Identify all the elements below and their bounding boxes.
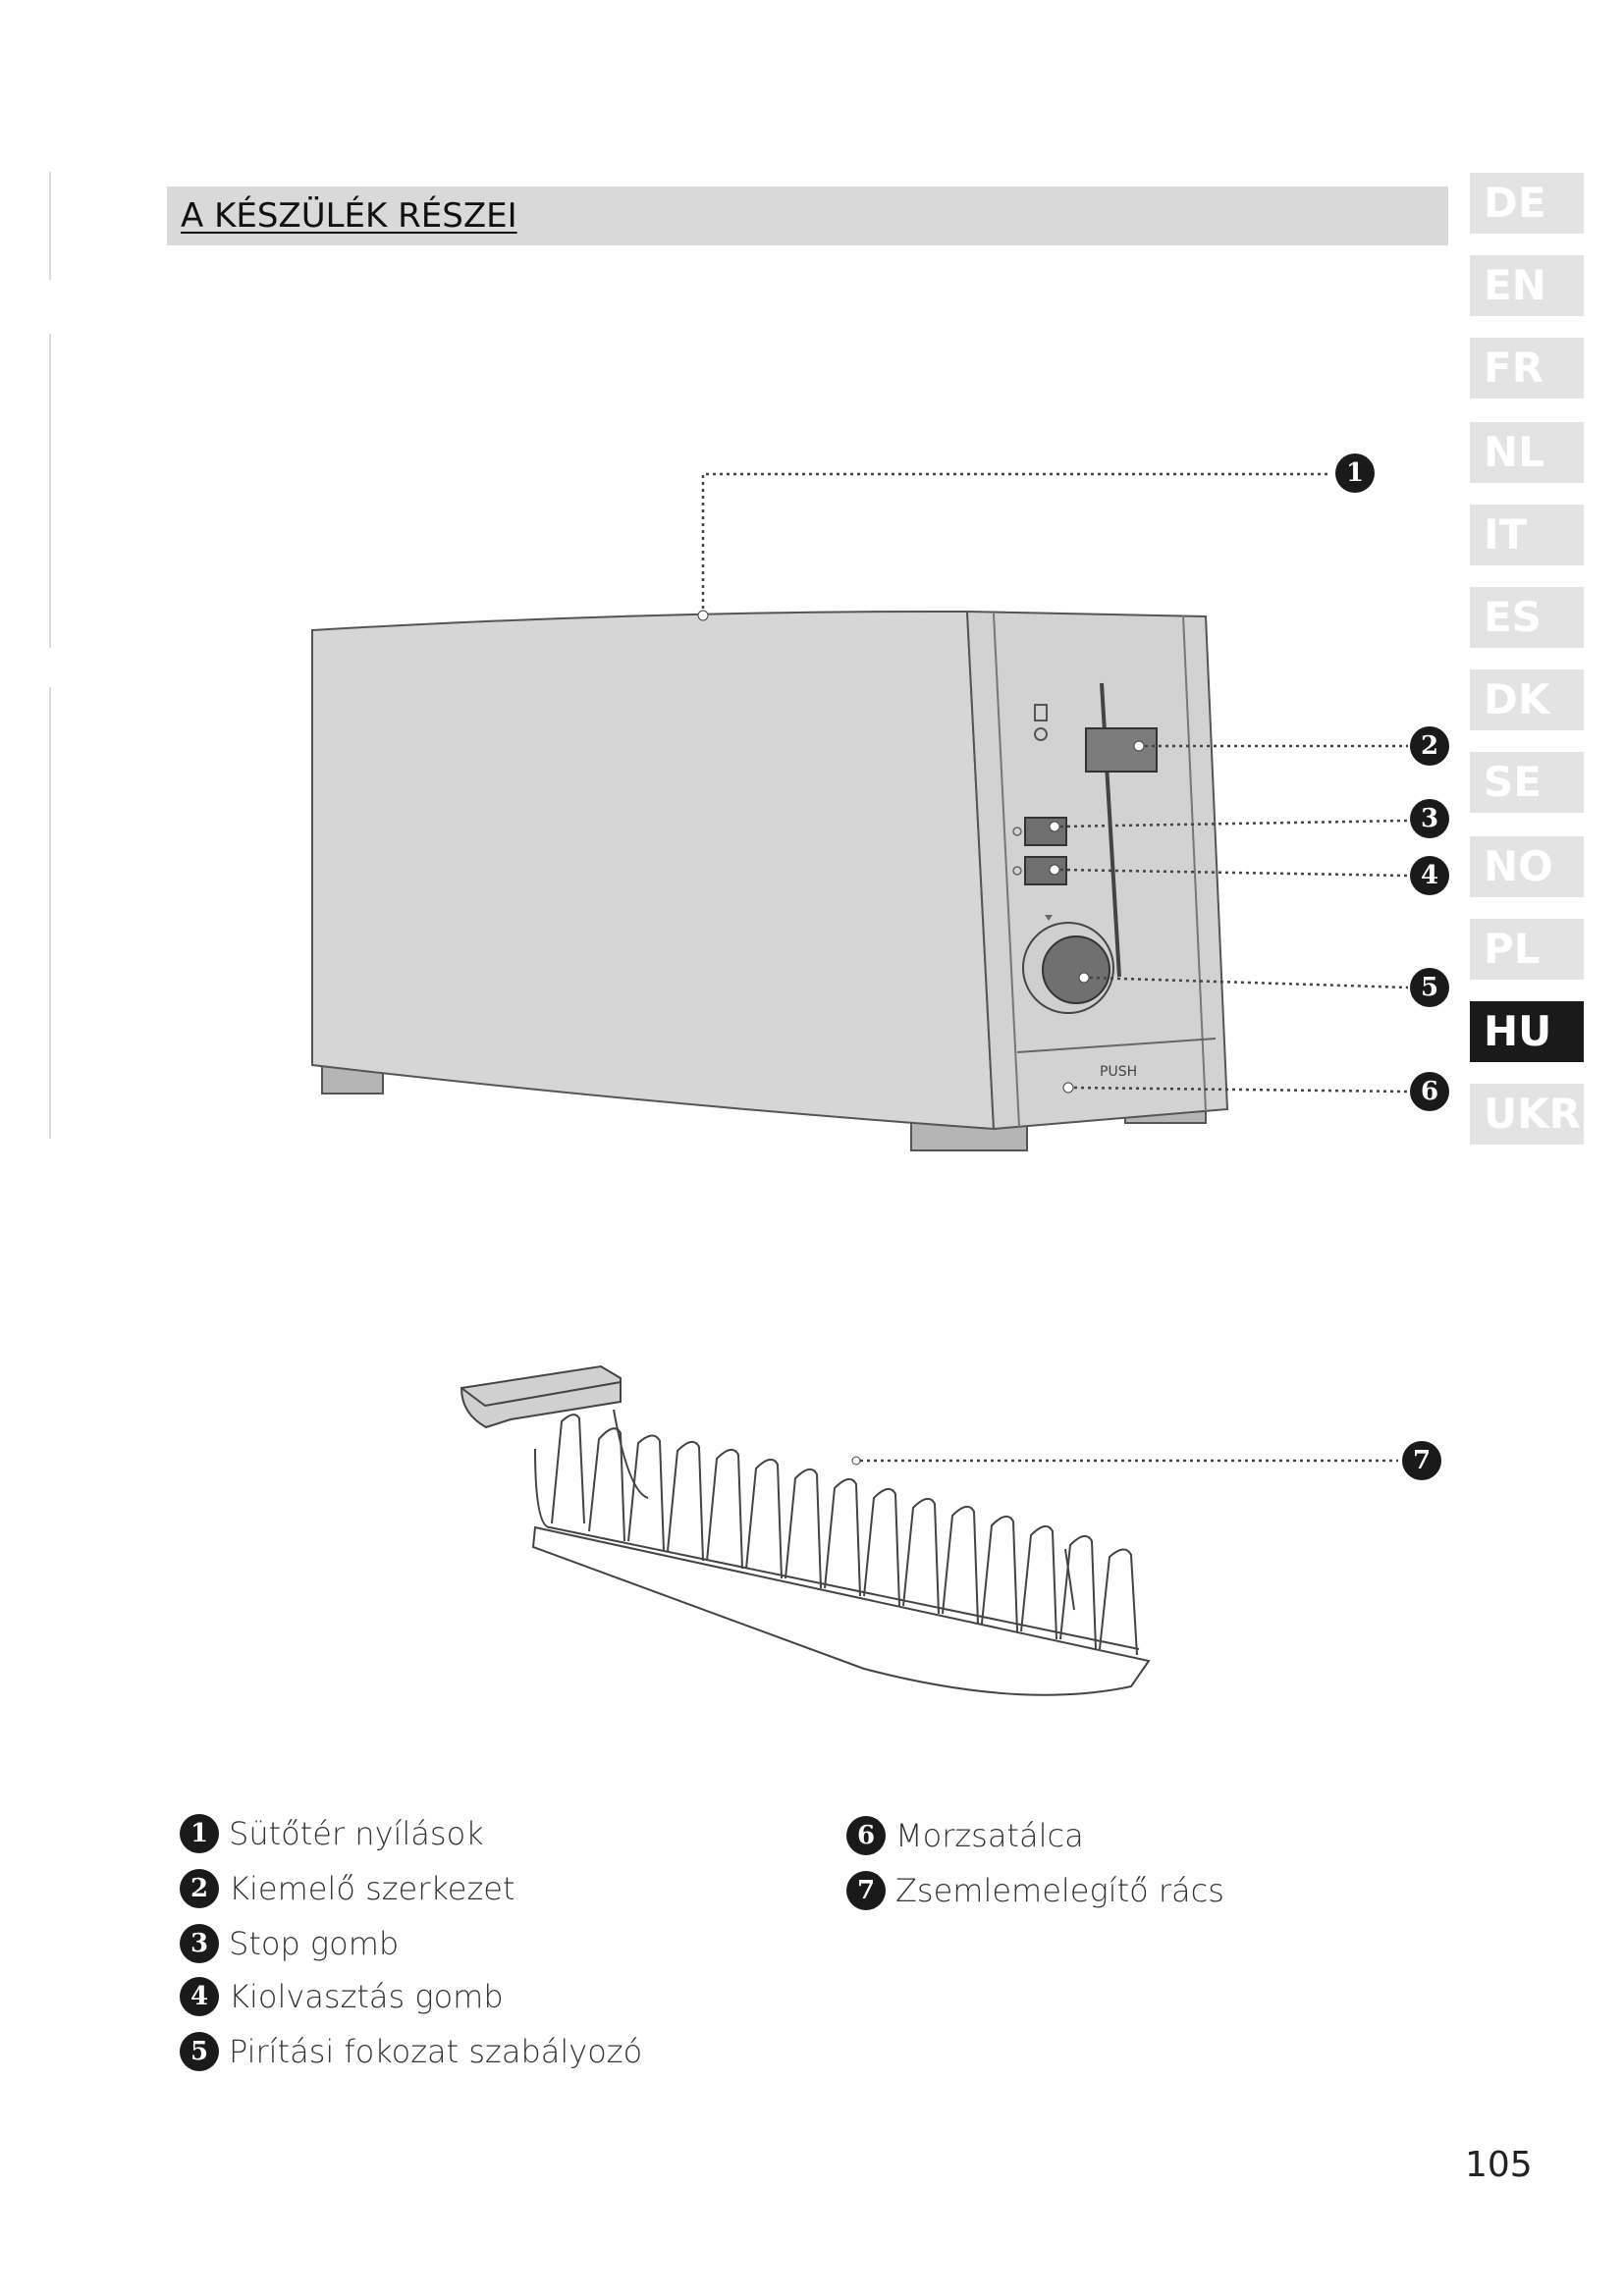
lang-tab-ukr[interactable]: UKR — [1470, 1084, 1584, 1145]
legend-item — [180, 1975, 504, 2018]
legend-item — [180, 1867, 514, 1910]
legend-label: Morzsatálca — [895, 1817, 1084, 1854]
lang-tab-nl[interactable]: NL — [1470, 422, 1584, 483]
bun-rack — [461, 1366, 1149, 1695]
section-title: A KÉSZÜLÉK RÉSZEI — [181, 196, 517, 236]
lang-tab-es[interactable]: ES — [1470, 587, 1584, 648]
legend-item — [846, 1869, 1224, 1912]
callout-2: 2 — [1410, 726, 1449, 766]
legend-number: 4 — [180, 1977, 219, 2016]
legend-label: Sütőtér nyílások — [229, 1815, 484, 1852]
legend-item — [180, 2030, 642, 2073]
legend-item — [846, 1814, 1084, 1857]
defrost-button — [1025, 857, 1066, 884]
legend-number: 7 — [846, 1871, 886, 1910]
lang-tab-hu[interactable]: HU — [1470, 1001, 1584, 1062]
lang-tab-it[interactable]: IT — [1470, 505, 1584, 565]
toaster-body — [312, 612, 994, 1129]
lang-tab-dk[interactable]: DK — [1470, 669, 1584, 730]
lang-tab-pl[interactable]: PL — [1470, 919, 1584, 980]
legend-number: 1 — [180, 1814, 219, 1853]
legend-label: Stop gomb — [229, 1925, 400, 1962]
callout-4: 4 — [1410, 856, 1449, 895]
callout-6: 6 — [1410, 1072, 1449, 1111]
lang-tab-fr[interactable]: FR — [1470, 338, 1584, 399]
legend-number: 2 — [180, 1869, 219, 1908]
legend-item — [180, 1812, 484, 1855]
legend-number: 5 — [180, 2032, 219, 2071]
legend-number: 3 — [180, 1924, 219, 1963]
callout-1: 1 — [1335, 454, 1375, 493]
legend-number: 6 — [846, 1816, 886, 1855]
lang-tab-en[interactable]: EN — [1470, 255, 1584, 316]
lift-lever — [1086, 728, 1157, 772]
push-label: PUSH — [1100, 1064, 1138, 1080]
legend-label: Pirítási fokozat szabályozó — [229, 2033, 643, 2070]
legend-label: Zsemlemelegítő rács — [895, 1872, 1224, 1909]
stop-button — [1025, 818, 1066, 845]
callout-5: 5 — [1410, 968, 1449, 1007]
legend-label: Kiolvasztás gomb — [229, 1978, 504, 2015]
legend-item — [180, 1922, 399, 1965]
lang-tab-de[interactable]: DE — [1470, 173, 1584, 234]
lang-tab-no[interactable]: NO — [1470, 836, 1584, 897]
legend-label: Kiemelő szerkezet — [229, 1870, 515, 1907]
callout-3: 3 — [1410, 799, 1449, 838]
page-number: 105 — [1465, 2145, 1533, 2185]
lang-tab-se[interactable]: SE — [1470, 752, 1584, 813]
callout-7: 7 — [1402, 1441, 1441, 1480]
